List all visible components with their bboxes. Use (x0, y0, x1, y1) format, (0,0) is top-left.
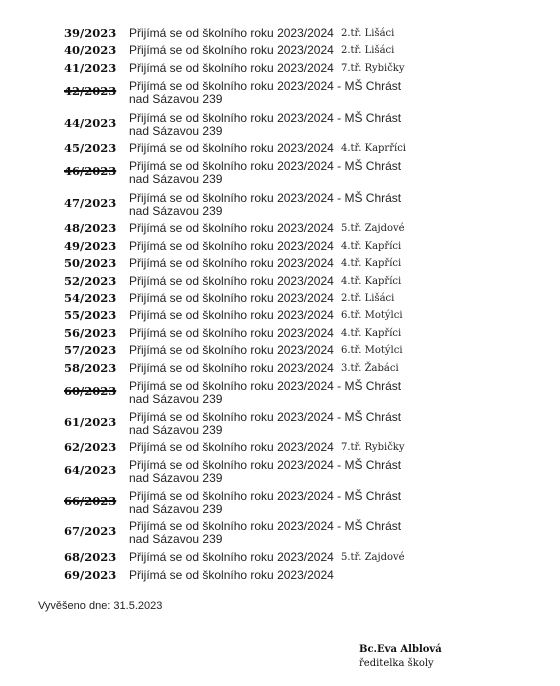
record-number: 42/2023 (64, 84, 117, 98)
admission-text: Přijímá se od školního roku 2023/2024 (129, 26, 334, 40)
admission-text: Přijímá se od školního roku 2023/2024 (129, 221, 334, 235)
class-name: 7.tř. Rybičky (341, 63, 405, 74)
record-number: 62/2023 (64, 440, 117, 454)
admission-text: Přijímá se od školního roku 2023/2024 (129, 361, 334, 375)
class-name: 6.tř. Motýlci (341, 310, 403, 321)
class-name: 2.tř. Lišáci (341, 293, 395, 304)
class-name: 2.tř. Lišáci (341, 45, 395, 56)
record-number: 61/2023 (64, 415, 117, 429)
record-number: 52/2023 (64, 274, 117, 288)
record-number: 50/2023 (64, 256, 117, 270)
admission-text: Přijímá se od školního roku 2023/2024 (129, 256, 334, 270)
class-name: 4.tř. Kapříci (341, 328, 402, 339)
class-name: 4.tř. Kapříci (341, 241, 402, 252)
class-name: 3.tř. Žabáci (341, 363, 399, 374)
class-name: 7.tř. Rybičky (341, 442, 405, 453)
admission-text: Přijímá se od školního roku 2023/2024 - MŠ Chrást nad Sázavou 239 (129, 458, 402, 485)
class-name: 2.tř. Lišáci (341, 28, 395, 39)
admission-text: Přijímá se od školního roku 2023/2024 (129, 440, 334, 454)
record-number: 60/2023 (64, 384, 117, 398)
class-name: 4.tř. Kapříci (341, 276, 402, 287)
record-number: 56/2023 (64, 326, 117, 340)
admission-text: Přijímá se od školního roku 2023/2024 (129, 141, 334, 155)
admission-text: Přijímá se od školního roku 2023/2024 (129, 291, 334, 305)
admission-text: Přijímá se od školního roku 2023/2024 (129, 274, 334, 288)
admission-text: Přijímá se od školního roku 2023/2024 - MŠ Chrást nad Sázavou 239 (129, 519, 402, 546)
record-number: 41/2023 (64, 61, 117, 75)
record-number: 39/2023 (64, 26, 117, 40)
admission-text: Přijímá se od školního roku 2023/2024 - MŠ Chrást nad Sázavou 239 (129, 410, 402, 437)
record-number: 55/2023 (64, 308, 117, 322)
signature-role: ředitelka školy (359, 658, 434, 669)
admission-text: Přijímá se od školního roku 2023/2024 (129, 568, 334, 582)
record-number: 66/2023 (64, 494, 117, 508)
record-number: 48/2023 (64, 221, 117, 235)
class-name: 4.tř. Kaprříci (341, 143, 406, 154)
admission-text: Přijímá se od školního roku 2023/2024 - MŠ Chrást nad Sázavou 239 (129, 191, 402, 218)
record-number: 45/2023 (64, 141, 117, 155)
admission-text: Přijímá se od školního roku 2023/2024 (129, 43, 334, 57)
record-number: 49/2023 (64, 239, 117, 253)
record-number: 44/2023 (64, 116, 117, 130)
class-name: 6.tř. Motýlci (341, 345, 403, 356)
admission-text: Přijímá se od školního roku 2023/2024 - MŠ Chrást nad Sázavou 239 (129, 111, 402, 138)
class-name: 5.tř. Zajdové (341, 552, 405, 563)
record-number: 58/2023 (64, 361, 117, 375)
admission-text: Přijímá se od školního roku 2023/2024 (129, 343, 334, 357)
admission-text: Přijímá se od školního roku 2023/2024 (129, 308, 334, 322)
record-number: 64/2023 (64, 463, 117, 477)
admission-text: Přijímá se od školního roku 2023/2024 (129, 61, 334, 75)
admission-text: Přijímá se od školního roku 2023/2024 - MŠ Chrást nad Sázavou 239 (129, 489, 402, 516)
record-number: 68/2023 (64, 550, 117, 564)
admission-text: Přijímá se od školního roku 2023/2024 - MŠ Chrást nad Sázavou 239 (129, 159, 402, 186)
record-number: 40/2023 (64, 43, 117, 57)
class-name: 4.tř. Kapříci (341, 258, 402, 269)
record-number: 46/2023 (64, 164, 117, 178)
admission-text: Přijímá se od školního roku 2023/2024 (129, 326, 334, 340)
record-number: 57/2023 (64, 343, 117, 357)
admission-text: Přijímá se od školního roku 2023/2024 - MŠ Chrást nad Sázavou 239 (129, 79, 402, 106)
record-number: 54/2023 (64, 291, 117, 305)
admission-text: Přijímá se od školního roku 2023/2024 (129, 550, 334, 564)
posted-date: Vyvěšeno dne: 31.5.2023 (38, 600, 163, 612)
class-name: 5.tř. Zajdové (341, 223, 405, 234)
admission-text: Přijímá se od školního roku 2023/2024 (129, 239, 334, 253)
record-number: 69/2023 (64, 568, 117, 582)
record-number: 47/2023 (64, 196, 117, 210)
signature-name: Bc.Eva Alblová (359, 644, 442, 655)
record-number: 67/2023 (64, 524, 117, 538)
admission-text: Přijímá se od školního roku 2023/2024 - MŠ Chrást nad Sázavou 239 (129, 379, 402, 406)
